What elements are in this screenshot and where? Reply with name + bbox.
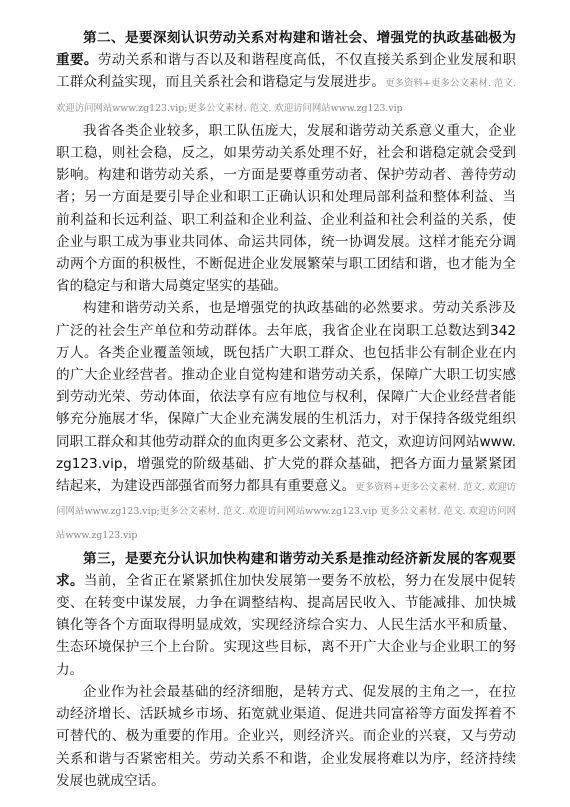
paragraph-enterprise-role	[56, 681, 516, 792]
watermark-text: 更多资料+更多公文素材. 范文. 欢迎访问网站www.zg123.vip;更多公文素材. 范文. 欢迎访问网站www.zg123.vip 更多公文素材. 范文. 欢迎访问网站www.zg123.vip	[56, 482, 517, 542]
paragraph-body: 企业作为社会最基础的经济细胞，是转方式、促发展的主角之一，在拉动经济增长、活跃城乡市场、拓宽就业渠道、促进共同富裕等方面发挥着不可替代的、极为重要的作用。企业兴，则经济兴。而企业的兴衰，又与劳动关系和谐与否紧密相关。劳动关系不和谐，企业发展将难以为序，经济持续发展也就成空话。	[56, 683, 516, 789]
paragraph-3-economic-development	[56, 548, 516, 681]
paragraph-lead: 第二、是要深刻认识劳动关系对构建和谐社会、增强党的执政基础极为重要。	[56, 30, 516, 69]
watermark-text: 更多资料+更多公文素材. 范文. 欢迎访问网站www.zg123.vip;更多公文素材. 范文. 欢迎访问网站www.zg123.vip	[56, 78, 516, 114]
paragraph-body: 我省各类企业较多，职工队伍庞大，发展和谐劳动关系意义重大，企业职工稳，则社会稳，反之，如果劳动关系处理不好，社会和谐稳定就会受到影响。构建和谐劳动关系，一方面是要尊重劳动者、保护劳动者、善待劳动者；另一方面是要引导企业和职工正确认识和处理局部利益和整体利益、当前利益和长远利益、职工利益和企业利益、企业利益和社会利益的关系，使企业与职工成为事业共同体、命运共同体，统一协调发展。这样才能充分调动两个方面的积极性，不断促进企业发展繁荣与职工团结和谐，也才能为全省的稳定与和谐大局奠定坚实的基础。	[56, 122, 516, 295]
paragraph-body: 当前，全省正在紧紧抓住加快发展第一要务不放松，努力在发展中促转变、在转变中谋发展，力争在调整结构、提高居民收入、节能减排、加快城镇化等各个方面取得明显成效，实现经济综合实力、人民生活水平和质量、生态环境保护三个上台阶。实现这些目标，离不开广大企业与企业职工的努力。	[56, 572, 517, 678]
paragraph-body: 构建和谐劳动关系，也是增强党的执政基础的必然要求。劳动关系涉及广泛的社会生产单位和劳动群体。去年底，我省企业在岗职工总数达到342万人。各类企业覆盖领域，既包括广大职工群众、也包括非公有制企业在内的广大企业经营者。推动企业自觉构建和谐劳动关系，保障广大职工切实感到劳动光荣、劳动体面，依法享有应有地位与权利，保障广大企业经营者能够充分施展才华，保障广大企业充满发展的生机活力，对于保持各级党组织同职工群众和其他劳动群众的血肉更多公文素材、范文，欢迎访问网站www.zg123.vip，增强党的阶级基础、扩大党的群众基础，把各方面力量紧紧团结起来，为建设西部强省而努力都具有重要意义。	[56, 300, 516, 495]
paragraph-province-enterprises	[56, 120, 516, 298]
paragraph-party-foundation	[56, 297, 516, 547]
paragraph-2-importance	[56, 27, 516, 120]
paragraph-lead: 第三，是要充分认识加快构建和谐劳动关系是推动经济新发展的客观要求。	[56, 550, 516, 589]
document-page	[56, 27, 516, 792]
paragraph-body: 劳动关系和谐与否以及和谐程度高低，不仅直接关系到企业发展和职工群众利益实现，而且关系社会和谐稳定与发展进步。	[56, 52, 517, 91]
